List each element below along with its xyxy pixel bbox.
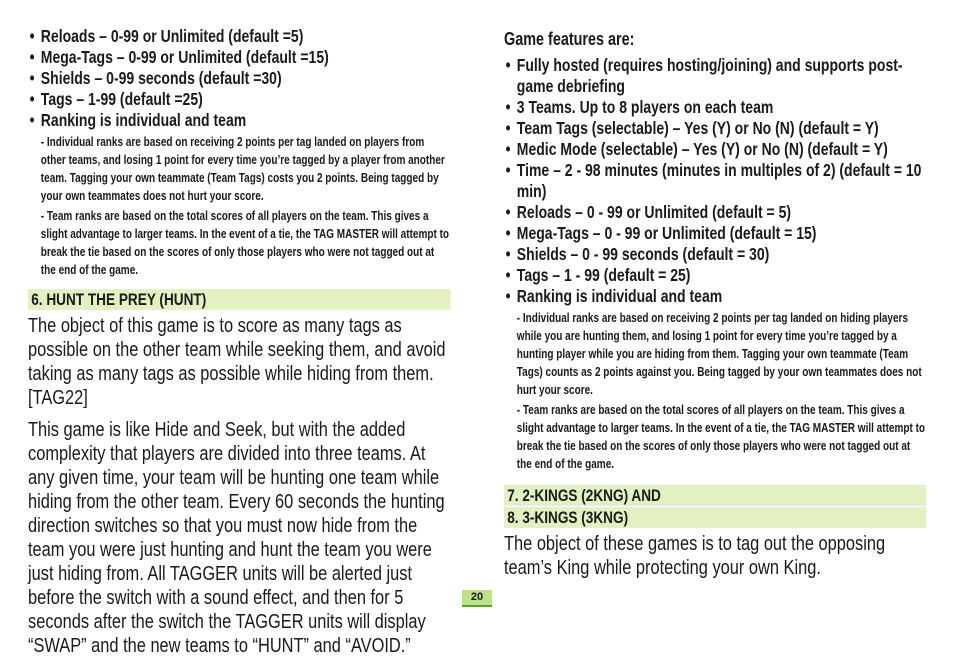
- left-column-content: [28, 26, 450, 658]
- list-item: • Tags – 1 - 99 (default = 25): [504, 265, 926, 286]
- team-rank-note: - Team ranks are based on the total scores of all players on the team. This gives a slight advantage to larger teams. In the event of a tie, the TAG MASTER will attempt to break the tie based on the scores of only those players who were not tagged out at the end of the game.: [40, 209, 450, 277]
- page-number: 20: [462, 590, 492, 607]
- left-settings-list: [28, 26, 450, 131]
- list-item: • Mega-Tags – 0-99 or Unlimited (default =15): [28, 47, 450, 68]
- right-ranking-notes: [504, 309, 926, 473]
- list-item: • Medic Mode (selectable) – Yes (Y) or No (N) (default = Y): [504, 139, 926, 160]
- list-item: • Reloads – 0-99 or Unlimited (default =5): [28, 26, 450, 47]
- list-item: • Ranking is individual and team: [28, 110, 450, 131]
- list-item: • Time – 2 - 98 minutes (minutes in multiples of 2) (default = 10 min): [504, 160, 926, 202]
- list-item: • 3 Teams. Up to 8 players on each team: [504, 97, 926, 118]
- section-heading-hunt: 6. HUNT THE PREY (HUNT): [28, 289, 450, 310]
- section-heading-2kings: 7. 2-KINGS (2KNG) AND: [504, 485, 926, 506]
- right-column: [504, 0, 926, 580]
- hunt-objective-paragraph: The object of this game is to score as many tags as possible on the other team while seeking them, and avoid taking as many tags as possible while hiding from them. [TAG22]: [28, 314, 446, 409]
- team-rank-note: - Team ranks are based on the total scores of all players on the team. This gives a slight advantage to larger teams. In the event of a tie, the TAG MASTER will attempt to break the tie based on the scores of only those players who were not tagged out at the end of the game.: [516, 403, 926, 471]
- left-ranking-notes: [28, 133, 450, 279]
- list-item: • Shields – 0-99 seconds (default =30): [28, 68, 450, 89]
- individual-rank-note: - Individual ranks are based on receiving 2 points per tag landed on hiding players while you are hunting them, and losing 1 point for every time you’re tagged by a hunting player while you are hiding from them. Tagging your own teammate (Team Tags) counts as 2 points against you. Being tagged by your own teammates does not hurt your score.: [516, 311, 922, 397]
- features-list: [504, 55, 926, 307]
- left-column: [28, 0, 450, 658]
- list-item: • Fully hosted (requires hosting/joining) and supports post-game debriefing: [504, 55, 926, 97]
- individual-rank-note: - Individual ranks are based on receiving 2 points per tag landed on players from other teams, and losing 1 point for every time you’re tagged by a player from another team. Tagging your own teammate (Team Tags) costs you 2 points. Being tagged by your own teammates does not hurt your score.: [40, 135, 445, 203]
- list-item: • Reloads – 0 - 99 or Unlimited (default = 5): [504, 202, 926, 223]
- section-heading-3kings: 8. 3-KINGS (3KNG): [504, 507, 926, 528]
- list-item: • Ranking is individual and team: [504, 286, 926, 307]
- list-item: • Mega-Tags – 0 - 99 or Unlimited (default = 15): [504, 223, 926, 244]
- list-item: • Tags – 1-99 (default =25): [28, 89, 450, 110]
- hunt-description-paragraph: This game is like Hide and Seek, but with the added complexity that players are divided into three teams. At any given time, your team will be hunting one team while hiding from the other team. Every 60 seconds the hunting direction switches so that you must now hide from the team you were just hunting and hunt the team you were just hiding from. All TAGGER units will be alerted just before the switch with a sound effect, and then for 5 seconds after the switch the TAGGER units will display “SWAP” and the new teams to “HUNT” and “AVOID.”: [28, 418, 445, 657]
- features-intro: Game features are:: [504, 29, 635, 49]
- kings-objective-paragraph: The object of these games is to tag out the opposing team’s King while protecting your own King.: [504, 532, 886, 579]
- list-item: • Team Tags (selectable) – Yes (Y) or No (N) (default = Y): [504, 118, 926, 139]
- right-column-content: [504, 28, 926, 580]
- list-item: • Shields – 0 - 99 seconds (default = 30): [504, 244, 926, 265]
